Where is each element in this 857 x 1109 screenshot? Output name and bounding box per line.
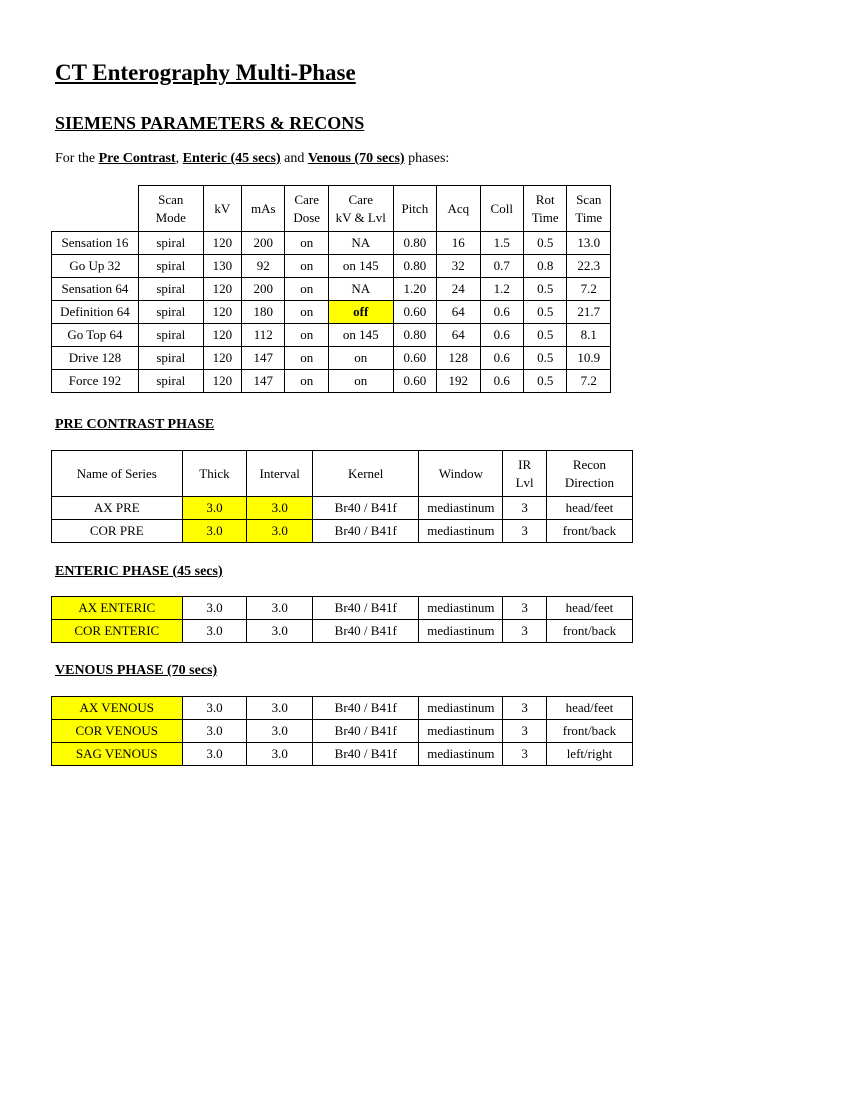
table-cell: 120 xyxy=(203,324,241,347)
column-header xyxy=(567,186,611,232)
intro-comma: , xyxy=(175,151,183,166)
table-cell: 0.6 xyxy=(480,324,523,347)
table-cell: 32 xyxy=(437,255,480,278)
series-name-cell: AX PRE xyxy=(52,497,183,520)
column-header xyxy=(546,451,632,497)
header-text: Acq xyxy=(447,200,470,216)
parameters-header-row xyxy=(52,186,611,232)
table-cell: 0.5 xyxy=(523,301,566,324)
table-cell: 0.60 xyxy=(393,301,436,324)
table-cell: spiral xyxy=(138,324,203,347)
table-cell: 3.0 xyxy=(247,597,313,620)
table-cell: on xyxy=(285,255,328,278)
table-row xyxy=(52,497,633,520)
table-cell: spiral xyxy=(138,301,203,324)
page-title: CT Enterography Multi-Phase xyxy=(55,60,356,85)
table-cell: 3.0 xyxy=(182,720,247,743)
table-row xyxy=(52,324,611,347)
table-cell: mediastinum xyxy=(419,697,503,720)
column-header xyxy=(419,451,503,497)
table-cell: 64 xyxy=(437,301,480,324)
table-cell: 3 xyxy=(503,743,547,766)
header-text: Scan xyxy=(158,191,184,207)
table-cell: 0.6 xyxy=(480,301,523,324)
header-text: Interval xyxy=(259,465,300,481)
scanner-name-cell: Drive 128 xyxy=(52,347,139,370)
table-cell: 147 xyxy=(242,347,285,370)
intro-suffix: phases: xyxy=(404,151,450,166)
table-cell: 0.7 xyxy=(480,255,523,278)
column-header xyxy=(523,186,566,232)
header-text: Recon xyxy=(572,456,607,472)
column-header xyxy=(242,186,285,232)
table-cell: on xyxy=(285,324,328,347)
column-header xyxy=(480,186,523,232)
header-text: Lvl xyxy=(515,474,534,490)
table-cell: mediastinum xyxy=(419,620,503,643)
venous-table xyxy=(51,696,633,766)
table-cell: Br40 / B41f xyxy=(313,620,419,643)
table-cell: 0.80 xyxy=(393,324,436,347)
header-text: Care xyxy=(348,191,374,207)
table-cell: 3.0 xyxy=(247,743,313,766)
table-cell: Br40 / B41f xyxy=(313,597,419,620)
table-row xyxy=(52,743,633,766)
scanner-parameters-table xyxy=(51,185,611,393)
table-cell: 120 xyxy=(203,232,241,255)
scanner-name-cell: Go Top 64 xyxy=(52,324,139,347)
header-text: kV xyxy=(214,200,231,216)
table-cell: Br40 / B41f xyxy=(313,497,419,520)
header-text: Mode xyxy=(155,209,186,225)
parameters-body xyxy=(52,232,611,393)
venous-body xyxy=(52,697,633,766)
table-cell: 3.0 xyxy=(182,520,247,543)
table-cell: 3.0 xyxy=(247,697,313,720)
table-cell: 3 xyxy=(503,620,547,643)
table-cell: 7.2 xyxy=(567,278,611,301)
table-cell: on xyxy=(328,347,393,370)
table-cell: 13.0 xyxy=(567,232,611,255)
header-text: Thick xyxy=(199,465,230,481)
table-cell: 3.0 xyxy=(247,720,313,743)
header-text: Dose xyxy=(293,209,321,225)
scanner-name-cell: Force 192 xyxy=(52,370,139,393)
table-cell: 0.5 xyxy=(523,347,566,370)
intro-pre-contrast: Pre Contrast xyxy=(98,151,176,166)
table-cell: 0.5 xyxy=(523,278,566,301)
table-cell: 192 xyxy=(437,370,480,393)
table-cell: 147 xyxy=(242,370,285,393)
series-name-cell: COR ENTERIC xyxy=(52,620,183,643)
column-header xyxy=(503,451,547,497)
table-cell: on xyxy=(285,347,328,370)
table-cell: 128 xyxy=(437,347,480,370)
table-cell: Br40 / B41f xyxy=(313,697,419,720)
table-cell: 130 xyxy=(203,255,241,278)
series-name-cell: COR VENOUS xyxy=(52,720,183,743)
header-text: Direction xyxy=(564,474,614,490)
scanner-name-cell: Go Up 32 xyxy=(52,255,139,278)
table-cell: on 145 xyxy=(328,255,393,278)
table-cell: spiral xyxy=(138,278,203,301)
table-cell: 0.80 xyxy=(393,255,436,278)
pre-contrast-heading: PRE CONTRAST PHASE xyxy=(55,417,215,432)
intro-enteric: Enteric (45 secs) xyxy=(182,151,281,166)
header-text: Name of Series xyxy=(76,465,157,481)
table-cell: 8.1 xyxy=(567,324,611,347)
column-header xyxy=(52,451,183,497)
table-cell: NA xyxy=(328,278,393,301)
page-subtitle: SIEMENS PARAMETERS & RECONS xyxy=(55,113,365,133)
column-header xyxy=(328,186,393,232)
table-cell: mediastinum xyxy=(419,497,503,520)
header-text: Care xyxy=(294,191,319,207)
intro-prefix: For the xyxy=(55,151,99,166)
table-cell: 120 xyxy=(203,278,241,301)
table-row xyxy=(52,720,633,743)
table-cell: Br40 / B41f xyxy=(313,743,419,766)
table-cell: 0.6 xyxy=(480,347,523,370)
header-text: Rot xyxy=(535,191,555,207)
intro-text xyxy=(55,151,449,167)
table-cell: 120 xyxy=(203,370,241,393)
table-row xyxy=(52,597,633,620)
header-blank-cell xyxy=(52,186,139,232)
table-cell: 3.0 xyxy=(247,520,313,543)
header-text: Scan xyxy=(576,191,602,207)
table-cell: spiral xyxy=(138,347,203,370)
table-cell: spiral xyxy=(138,255,203,278)
header-text: Kernel xyxy=(348,465,384,481)
table-cell: 3.0 xyxy=(182,620,247,643)
table-cell: 112 xyxy=(242,324,285,347)
table-cell: 1.5 xyxy=(480,232,523,255)
table-cell: 0.5 xyxy=(523,324,566,347)
table-cell: front/back xyxy=(546,620,632,643)
table-cell: 120 xyxy=(203,301,241,324)
column-header xyxy=(393,186,436,232)
enteric-table xyxy=(51,596,633,643)
table-cell: 0.8 xyxy=(523,255,566,278)
table-row xyxy=(52,278,611,301)
pre-contrast-table xyxy=(51,450,633,543)
table-cell: head/feet xyxy=(546,497,632,520)
table-cell: 3.0 xyxy=(247,497,313,520)
table-cell: left/right xyxy=(546,743,632,766)
series-name-cell: COR PRE xyxy=(52,520,183,543)
table-cell: spiral xyxy=(138,370,203,393)
table-cell: 0.60 xyxy=(393,347,436,370)
table-row xyxy=(52,347,611,370)
table-cell: front/back xyxy=(546,720,632,743)
table-cell: 7.2 xyxy=(567,370,611,393)
table-cell: 24 xyxy=(437,278,480,301)
header-text: Time xyxy=(531,209,559,225)
table-cell: 64 xyxy=(437,324,480,347)
table-cell: 3 xyxy=(503,697,547,720)
header-text: IR xyxy=(518,456,532,472)
pre-contrast-body xyxy=(52,497,633,543)
table-cell: 3.0 xyxy=(182,497,247,520)
header-text: Time xyxy=(575,209,603,225)
table-cell: 16 xyxy=(437,232,480,255)
table-cell: 0.60 xyxy=(393,370,436,393)
header-text: Window xyxy=(438,465,483,481)
table-cell: on 145 xyxy=(328,324,393,347)
column-header xyxy=(182,451,247,497)
intro-and: and xyxy=(280,151,308,166)
header-text: kV & Lvl xyxy=(335,209,386,225)
table-cell: off xyxy=(328,301,393,324)
header-text: Pitch xyxy=(401,200,429,216)
table-row xyxy=(52,370,611,393)
table-cell: 0.5 xyxy=(523,370,566,393)
table-cell: spiral xyxy=(138,232,203,255)
table-cell: 10.9 xyxy=(567,347,611,370)
series-name-cell: SAG VENOUS xyxy=(52,743,183,766)
column-header xyxy=(247,451,313,497)
header-text: mAs xyxy=(250,200,276,216)
table-cell: 21.7 xyxy=(567,301,611,324)
table-cell: 120 xyxy=(203,347,241,370)
table-cell: 3 xyxy=(503,520,547,543)
table-cell: Br40 / B41f xyxy=(313,720,419,743)
table-cell: Br40 / B41f xyxy=(313,520,419,543)
table-cell: 0.6 xyxy=(480,370,523,393)
table-cell: mediastinum xyxy=(419,520,503,543)
table-cell: 3.0 xyxy=(182,697,247,720)
table-cell: mediastinum xyxy=(419,597,503,620)
table-cell: 0.80 xyxy=(393,232,436,255)
table-cell: 92 xyxy=(242,255,285,278)
table-cell: on xyxy=(285,278,328,301)
table-cell: mediastinum xyxy=(419,720,503,743)
column-header xyxy=(203,186,241,232)
column-header xyxy=(437,186,480,232)
table-row xyxy=(52,520,633,543)
table-cell: 3.0 xyxy=(182,597,247,620)
column-header xyxy=(138,186,203,232)
table-cell: head/feet xyxy=(546,597,632,620)
table-cell: 3.0 xyxy=(247,620,313,643)
series-name-cell: AX VENOUS xyxy=(52,697,183,720)
table-cell: front/back xyxy=(546,520,632,543)
table-row xyxy=(52,301,611,324)
table-cell: head/feet xyxy=(546,697,632,720)
table-cell: 22.3 xyxy=(567,255,611,278)
table-cell: on xyxy=(285,370,328,393)
table-cell: on xyxy=(328,370,393,393)
table-cell: mediastinum xyxy=(419,743,503,766)
enteric-heading: ENTERIC PHASE (45 secs) xyxy=(55,564,223,579)
table-cell: 3 xyxy=(503,720,547,743)
table-cell: 200 xyxy=(242,278,285,301)
table-cell: on xyxy=(285,301,328,324)
scanner-name-cell: Definition 64 xyxy=(52,301,139,324)
table-cell: on xyxy=(285,232,328,255)
table-row xyxy=(52,255,611,278)
table-cell: 180 xyxy=(242,301,285,324)
table-cell: NA xyxy=(328,232,393,255)
table-row xyxy=(52,620,633,643)
venous-heading: VENOUS PHASE (70 secs) xyxy=(55,663,218,678)
pre-contrast-header-row xyxy=(52,451,633,497)
column-header xyxy=(285,186,328,232)
table-cell: 3 xyxy=(503,497,547,520)
table-cell: 0.5 xyxy=(523,232,566,255)
table-cell: 3.0 xyxy=(182,743,247,766)
column-header xyxy=(313,451,419,497)
table-row xyxy=(52,697,633,720)
header-text: Coll xyxy=(490,200,513,216)
table-cell: 3 xyxy=(503,597,547,620)
table-cell: 1.2 xyxy=(480,278,523,301)
scanner-name-cell: Sensation 64 xyxy=(52,278,139,301)
scanner-name-cell: Sensation 16 xyxy=(52,232,139,255)
table-cell: 1.20 xyxy=(393,278,436,301)
table-row xyxy=(52,232,611,255)
series-name-cell: AX ENTERIC xyxy=(52,597,183,620)
table-cell: 200 xyxy=(242,232,285,255)
intro-venous: Venous (70 secs) xyxy=(307,151,405,166)
enteric-body xyxy=(52,597,633,643)
